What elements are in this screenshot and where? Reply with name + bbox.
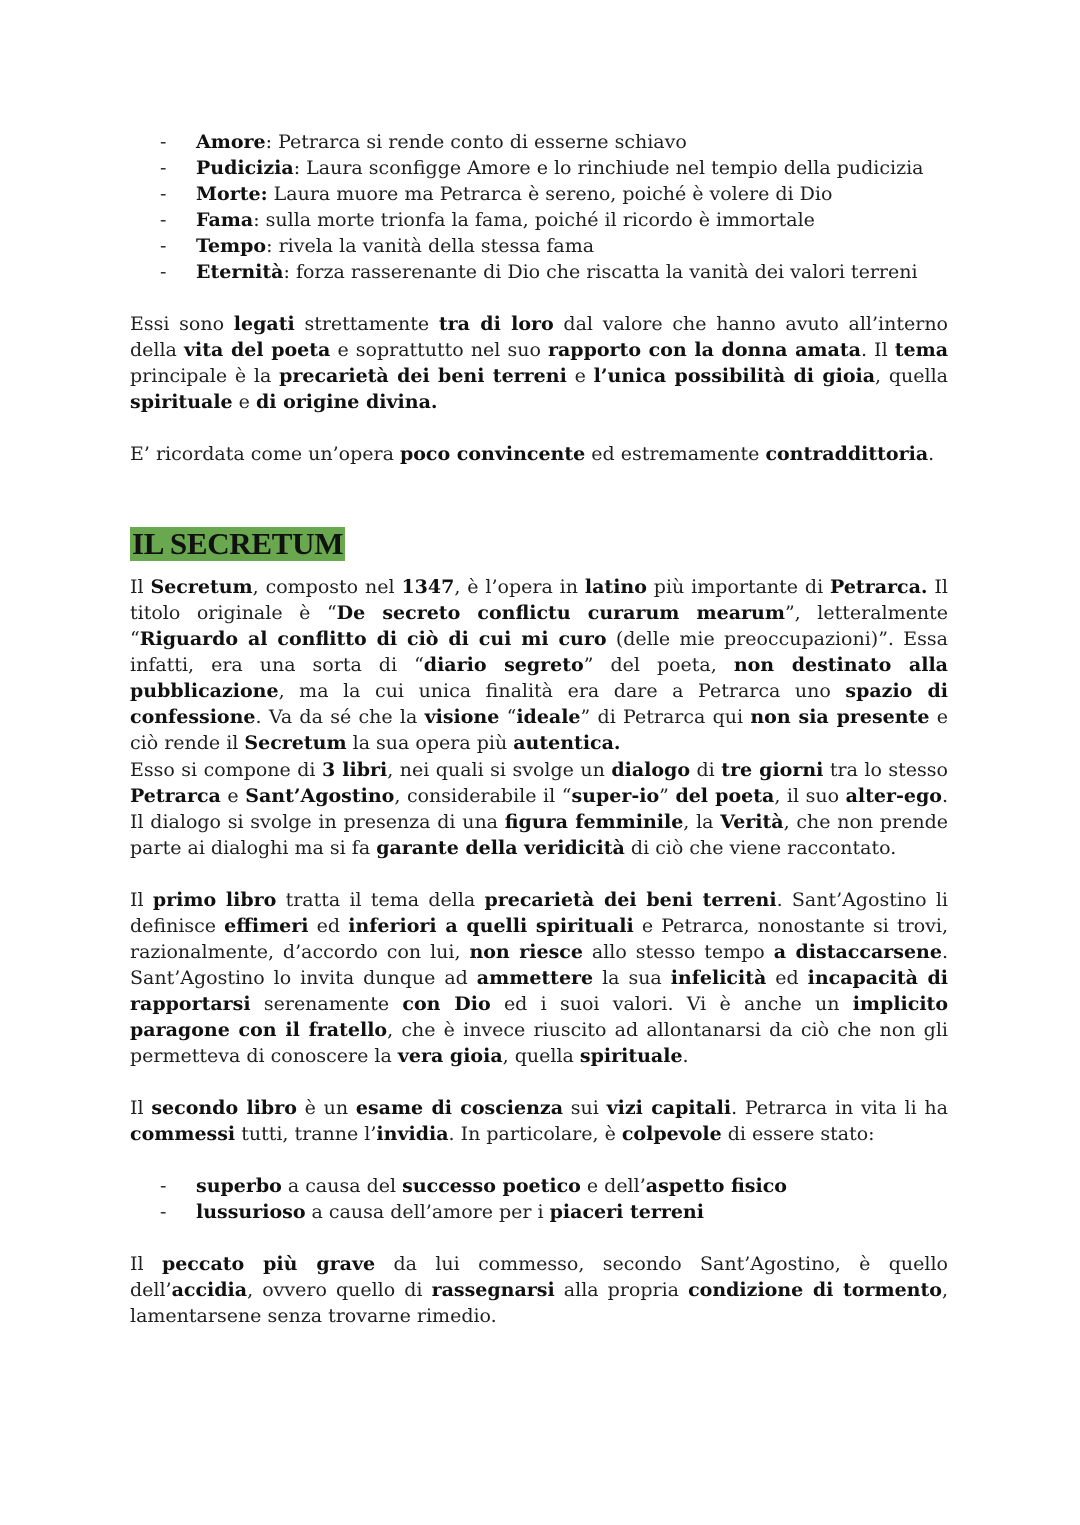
text-run: e xyxy=(566,365,594,387)
paragraph-ricordata xyxy=(130,441,948,467)
bold-text: invidia xyxy=(376,1123,449,1145)
text-run: Esso si compone di xyxy=(130,759,322,781)
text-run: , lamentarsene senza trovarne rimedio. xyxy=(130,1279,948,1327)
bold-text: legati xyxy=(233,313,295,335)
text-run: e xyxy=(220,785,246,807)
bold-text: Sant’Agostino xyxy=(245,785,395,807)
text-run: Il xyxy=(130,1253,162,1275)
bold-text: inferiori a quelli spirituali xyxy=(348,915,634,937)
text-run: dal valore che hanno avuto all’interno della xyxy=(130,313,948,361)
bold-text: non destinato alla pubblicazione xyxy=(130,654,948,702)
text-run: , nei quali si svolge un xyxy=(387,759,612,781)
text-run: sui xyxy=(563,1097,607,1119)
text-run: ” del poeta, xyxy=(583,654,734,676)
paragraph-peccato xyxy=(130,1251,948,1329)
text-run: . xyxy=(682,1045,689,1067)
bold-text: De secreto conflictu curarum mearum xyxy=(336,602,785,624)
text-run: “ xyxy=(499,706,517,728)
text-run: ed xyxy=(766,967,808,989)
text-run: , il suo xyxy=(774,785,846,807)
text-run: serenamente xyxy=(250,993,403,1015)
bold-text: primo libro xyxy=(152,889,277,911)
text-run: di xyxy=(690,759,722,781)
text-run: , la xyxy=(683,811,721,833)
paragraph-legati xyxy=(130,311,948,415)
bold-text: figura femminile xyxy=(504,811,684,833)
bold-text: peccato più grave xyxy=(161,1253,376,1275)
list-item: - Eternità: forza rasserenante di Dio che riscatta la vanità dei valori terreni xyxy=(130,259,948,285)
list-item: - Morte: Laura muore ma Petrarca è sereno, poiché è volere di Dio xyxy=(130,181,948,207)
bold-text: vera gioia xyxy=(397,1045,503,1067)
bold-text: non riesce xyxy=(469,941,583,963)
bold-text: Petrarca xyxy=(130,785,221,807)
text-run: e Petrarca, nonostante si trovi, razionalmente, d’accordo con lui, xyxy=(130,915,948,963)
text-run: . Sant’Agostino li definisce xyxy=(130,889,948,937)
bold-text: successo poetico xyxy=(402,1175,581,1197)
bold-text: autentica. xyxy=(513,732,621,754)
bold-text: spirituale xyxy=(130,391,233,413)
bold-text: infelicità xyxy=(670,967,767,989)
text-run: , quella xyxy=(502,1045,580,1067)
list-item xyxy=(130,1199,948,1225)
text-run: di ciò che viene raccontato. xyxy=(624,837,897,859)
bold-text: precarietà dei beni terreni xyxy=(484,889,777,911)
text-run: la sua xyxy=(593,967,671,989)
paragraph-primo-libro xyxy=(130,887,948,1069)
bold-text: di origine divina. xyxy=(255,391,438,413)
bold-text: latino xyxy=(584,576,647,598)
text-run: ”, letteralmente “ xyxy=(130,602,948,650)
text-run: Essi sono xyxy=(130,313,234,335)
bold-text: spirituale xyxy=(579,1045,683,1067)
bold-text: aspetto fisico xyxy=(645,1175,787,1197)
text-run: e xyxy=(232,391,256,413)
text-run: e ciò rende il xyxy=(130,706,948,754)
text-run: tra lo stesso xyxy=(823,759,948,781)
text-run: tutti, tranne l’ xyxy=(235,1123,377,1145)
text-run: . In particolare, è xyxy=(448,1123,622,1145)
bold-text: incapacità di rapportarsi xyxy=(130,967,949,1015)
bold-text: Secretum xyxy=(244,732,347,754)
text-run: ed xyxy=(308,915,349,937)
vizi-list xyxy=(130,1173,948,1225)
bold-text: Verità xyxy=(720,811,784,833)
list-item: - Fama: sulla morte trionfa la fama, poiché il ricordo è immortale xyxy=(130,207,948,233)
bold-text: spazio di confessione xyxy=(130,680,948,728)
text-run: . Il xyxy=(860,339,895,361)
bold-text: secondo libro xyxy=(151,1097,297,1119)
bold-text: tema xyxy=(894,339,949,361)
bold-text: Secretum xyxy=(150,576,253,598)
text-run: . xyxy=(928,443,935,465)
bold-text: tre giorni xyxy=(721,759,824,781)
paragraph-secondo-libro xyxy=(130,1095,948,1147)
section-heading: IL SECRETUM xyxy=(132,526,344,561)
bold-text: tra di loro xyxy=(438,313,554,335)
text-run: E’ ricordata come un’opera xyxy=(130,443,400,465)
text-run: da lui commesso, secondo Sant’Agostino, è quello dell’ xyxy=(130,1253,948,1301)
text-run: a causa del xyxy=(281,1175,403,1197)
bold-text: alter-ego xyxy=(845,785,942,807)
bold-text: precarietà dei beni terreni xyxy=(279,365,567,387)
bold-text: 3 libri xyxy=(322,759,388,781)
paragraph-libri xyxy=(130,757,948,861)
text-run: più importante di xyxy=(646,576,831,598)
bold-text: dialogo xyxy=(611,759,691,781)
text-run: principale è la xyxy=(130,365,280,387)
bold-text: super-io xyxy=(571,785,660,807)
text-run: a causa dell’amore per i xyxy=(305,1201,550,1223)
text-run: ” di Petrarca qui xyxy=(580,706,751,728)
text-run: . Petrarca in vita li ha xyxy=(731,1097,948,1119)
bold-text: piaceri terreni xyxy=(549,1201,704,1223)
bold-text: visione xyxy=(424,706,500,728)
bold-text: superbo xyxy=(196,1175,282,1197)
bold-text: 1347 xyxy=(401,576,455,598)
bold-text: garante della veridicità xyxy=(376,837,625,859)
text-run: , considerabile il “ xyxy=(394,785,572,807)
text-run: , quella xyxy=(875,365,948,387)
text-run: ” xyxy=(659,785,676,807)
text-run: di essere stato: xyxy=(721,1123,875,1145)
bold-text: non sia presente xyxy=(750,706,930,728)
bold-text: poco convincente xyxy=(399,443,586,465)
text-run: . Va da sé che la xyxy=(255,706,425,728)
text-run: . Sant’Agostino lo invita dunque ad xyxy=(130,941,948,989)
list-item: - Pudicizia: Laura sconfigge Amore e lo rinchiude nel tempio della pudicizia xyxy=(130,155,948,181)
bold-text: ideale xyxy=(516,706,581,728)
bold-text: del poeta xyxy=(675,785,775,807)
bold-text: l’unica possibilità di gioia xyxy=(593,365,876,387)
list-item: - Tempo: rivela la vanità della stessa fama xyxy=(130,233,948,259)
bold-text: con Dio xyxy=(402,993,491,1015)
bold-text: a distaccarsene xyxy=(773,941,942,963)
text-run: Il titolo originale è “ xyxy=(130,576,948,624)
bold-text: vizi capitali xyxy=(606,1097,732,1119)
section-heading-wrap xyxy=(130,527,948,561)
text-run: allo stesso tempo xyxy=(582,941,774,963)
text-run: , è l’opera in xyxy=(454,576,585,598)
text-run: Il xyxy=(130,576,151,598)
text-run: tratta il tema della xyxy=(276,889,485,911)
bold-text: diario segreto xyxy=(423,654,584,676)
paragraph-secretum xyxy=(130,574,948,756)
bold-text: Petrarca. xyxy=(830,576,928,598)
text-run: Il xyxy=(130,889,153,911)
text-run: , ma la cui unica finalità era dare a Petrarca uno xyxy=(278,680,846,702)
text-run: , composto nel xyxy=(252,576,402,598)
text-run: strettamente xyxy=(294,313,439,335)
text-run: , che non prende parte ai dialoghi ma si fa xyxy=(130,811,948,859)
list-item xyxy=(130,1173,948,1199)
text-run: e soprattutto nel suo xyxy=(330,339,548,361)
bold-text: lussurioso xyxy=(196,1201,306,1223)
bold-text: rapporto con la donna amata xyxy=(547,339,861,361)
text-run: (delle mie preoccupazioni)”. Essa infatti, era una sorta di “ xyxy=(130,628,948,676)
text-run: Il xyxy=(130,1097,152,1119)
triumphs-list xyxy=(130,129,948,285)
text-run: , ovvero quello di xyxy=(247,1279,432,1301)
text-run: è un xyxy=(296,1097,356,1119)
text-run: e dell’ xyxy=(580,1175,646,1197)
text-run: ed i suoi valori. Vi è anche un xyxy=(490,993,853,1015)
list-item: - Amore: Petrarca si rende conto di esserne schiavo xyxy=(130,129,948,155)
text-run: , che è invece riuscito ad allontanarsi da ciò che non gli permetteva di conoscere la xyxy=(130,1019,948,1067)
bold-text: contraddittoria xyxy=(765,443,929,465)
bold-text: effimeri xyxy=(224,915,309,937)
bold-text: rassegnarsi xyxy=(431,1279,555,1301)
text-run: la sua opera più xyxy=(346,732,514,754)
bold-text: vita del poeta xyxy=(183,339,331,361)
bold-text: accidia xyxy=(171,1279,248,1301)
bold-text: colpevole xyxy=(621,1123,722,1145)
text-run: alla propria xyxy=(554,1279,689,1301)
text-run: . Il dialogo si svolge in presenza di una xyxy=(130,785,949,833)
bold-text: condizione di tormento xyxy=(688,1279,942,1301)
bold-text: esame di coscienza xyxy=(355,1097,564,1119)
bold-text: commessi xyxy=(130,1123,236,1145)
bold-text: Riguardo al conflitto di ciò di cui mi curo xyxy=(139,628,607,650)
bold-text: implicito paragone con il fratello xyxy=(130,993,948,1041)
bold-text: ammettere xyxy=(476,967,594,989)
text-run: ed estremamente xyxy=(585,443,766,465)
